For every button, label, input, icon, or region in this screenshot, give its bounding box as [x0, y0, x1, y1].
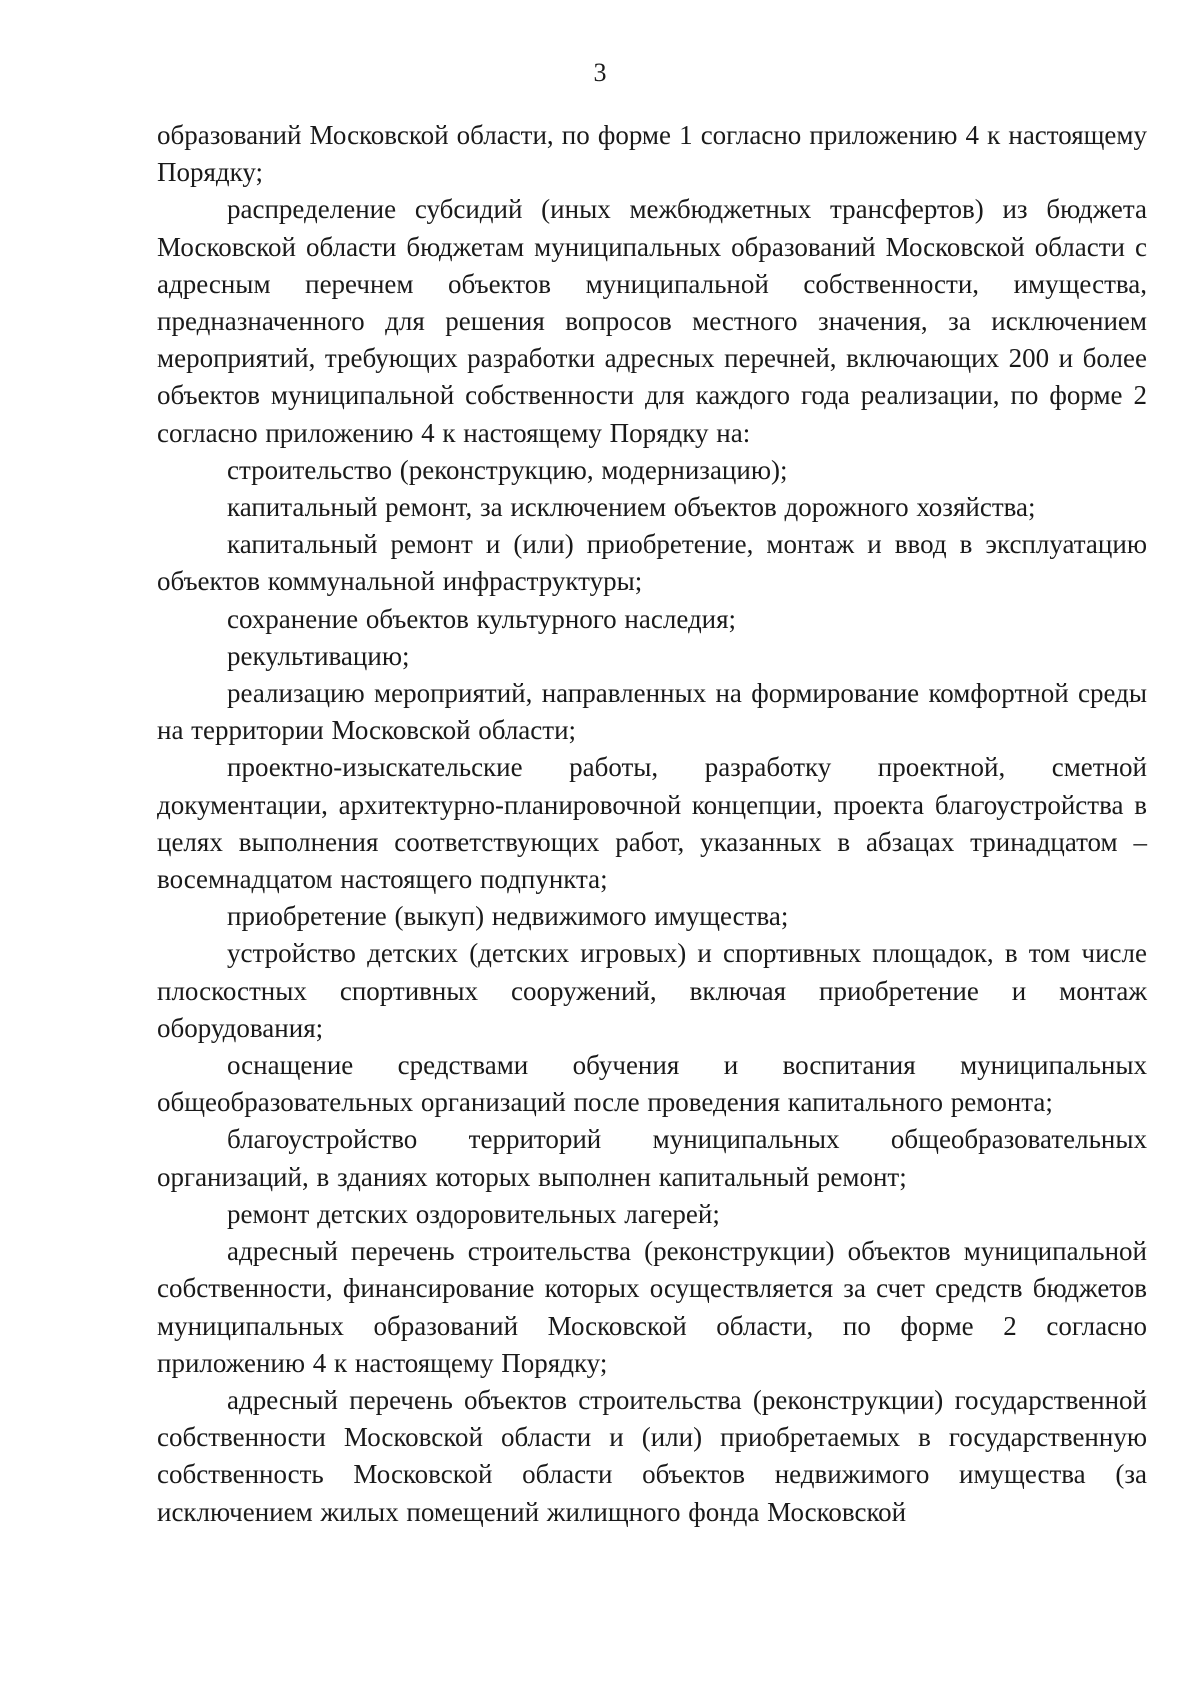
list-item: рекультивацию; — [227, 640, 410, 671]
list-item: проектно-изыскательские работы, разработку проектной, сметной документации, архитектурно-планировочной концепции, проекта благоустройства в целях выполнения соответствующих работ, указанных в абзацах тринадцатом – восемнадцатом настоящего подпункта; — [157, 752, 1147, 895]
list-item: оснащение средствами обучения и воспитания муниципальных общеобразовательных организаций после проведения капитального ремонта; — [157, 1050, 1147, 1118]
list-item: благоустройство территорий муниципальных общеобразовательных организаций, в зданиях которых выполнен капитальный ремонт; — [157, 1124, 1147, 1192]
list-item: капитальный ремонт, за исключением объектов дорожного хозяйства; — [227, 492, 1036, 523]
paragraph: образований Московской области, по форме 1 согласно приложению 4 к настоящему Порядку; — [157, 120, 1147, 188]
list-item: приобретение (выкуп) недвижимого имущества; — [227, 901, 789, 932]
list-item: сохранение объектов культурного наследия; — [227, 603, 737, 634]
list-item: ремонт детских оздоровительных лагерей; — [227, 1198, 720, 1229]
list-item: капитальный ремонт и (или) приобретение, монтаж и ввод в эксплуатацию объектов коммунальной инфраструктуры; — [157, 529, 1147, 597]
paragraph: адресный перечень строительства (реконструкции) объектов муниципальной собственности, финансирование которых осуществляется за счет средств бюджетов муниципальных образований Московской области, по форме 2 согласно приложению 4 к настоящему Порядку; — [157, 1236, 1147, 1378]
paragraph: распределение субсидий (иных межбюджетных трансфертов) из бюджета Московской области бюджетам муниципальных образований Московской области с адресным перечнем объектов муниципальной собственности, имущества, предназначенного для решения вопросов местного значения, за исключением мероприятий, требующих разработки адресных перечней, включающих 200 и более объектов муниципальной собственности для каждого года реализации, по форме 2 согласно приложению 4 к настоящему Порядку на: — [157, 194, 1147, 448]
paragraph: адресный перечень объектов строительства (реконструкции) государственной собственности Московской области и (или) приобретаемых в государственную собственность Московской области объектов недвижимого имущества (за исключением жилых помещений жилищного фонда Московской — [157, 1384, 1147, 1527]
list-item: реализацию мероприятий, направленных на формирование комфортной среды на территории Московской области; — [157, 678, 1147, 746]
page-number: 3 — [593, 58, 607, 87]
document-body — [157, 117, 1147, 1531]
list-item: устройство детских (детских игровых) и спортивных площадок, в том числе плоскостных спортивных сооружений, включая приобретение и монтаж оборудования; — [157, 938, 1147, 1043]
list-item: строительство (реконструкцию, модернизацию); — [227, 454, 788, 485]
